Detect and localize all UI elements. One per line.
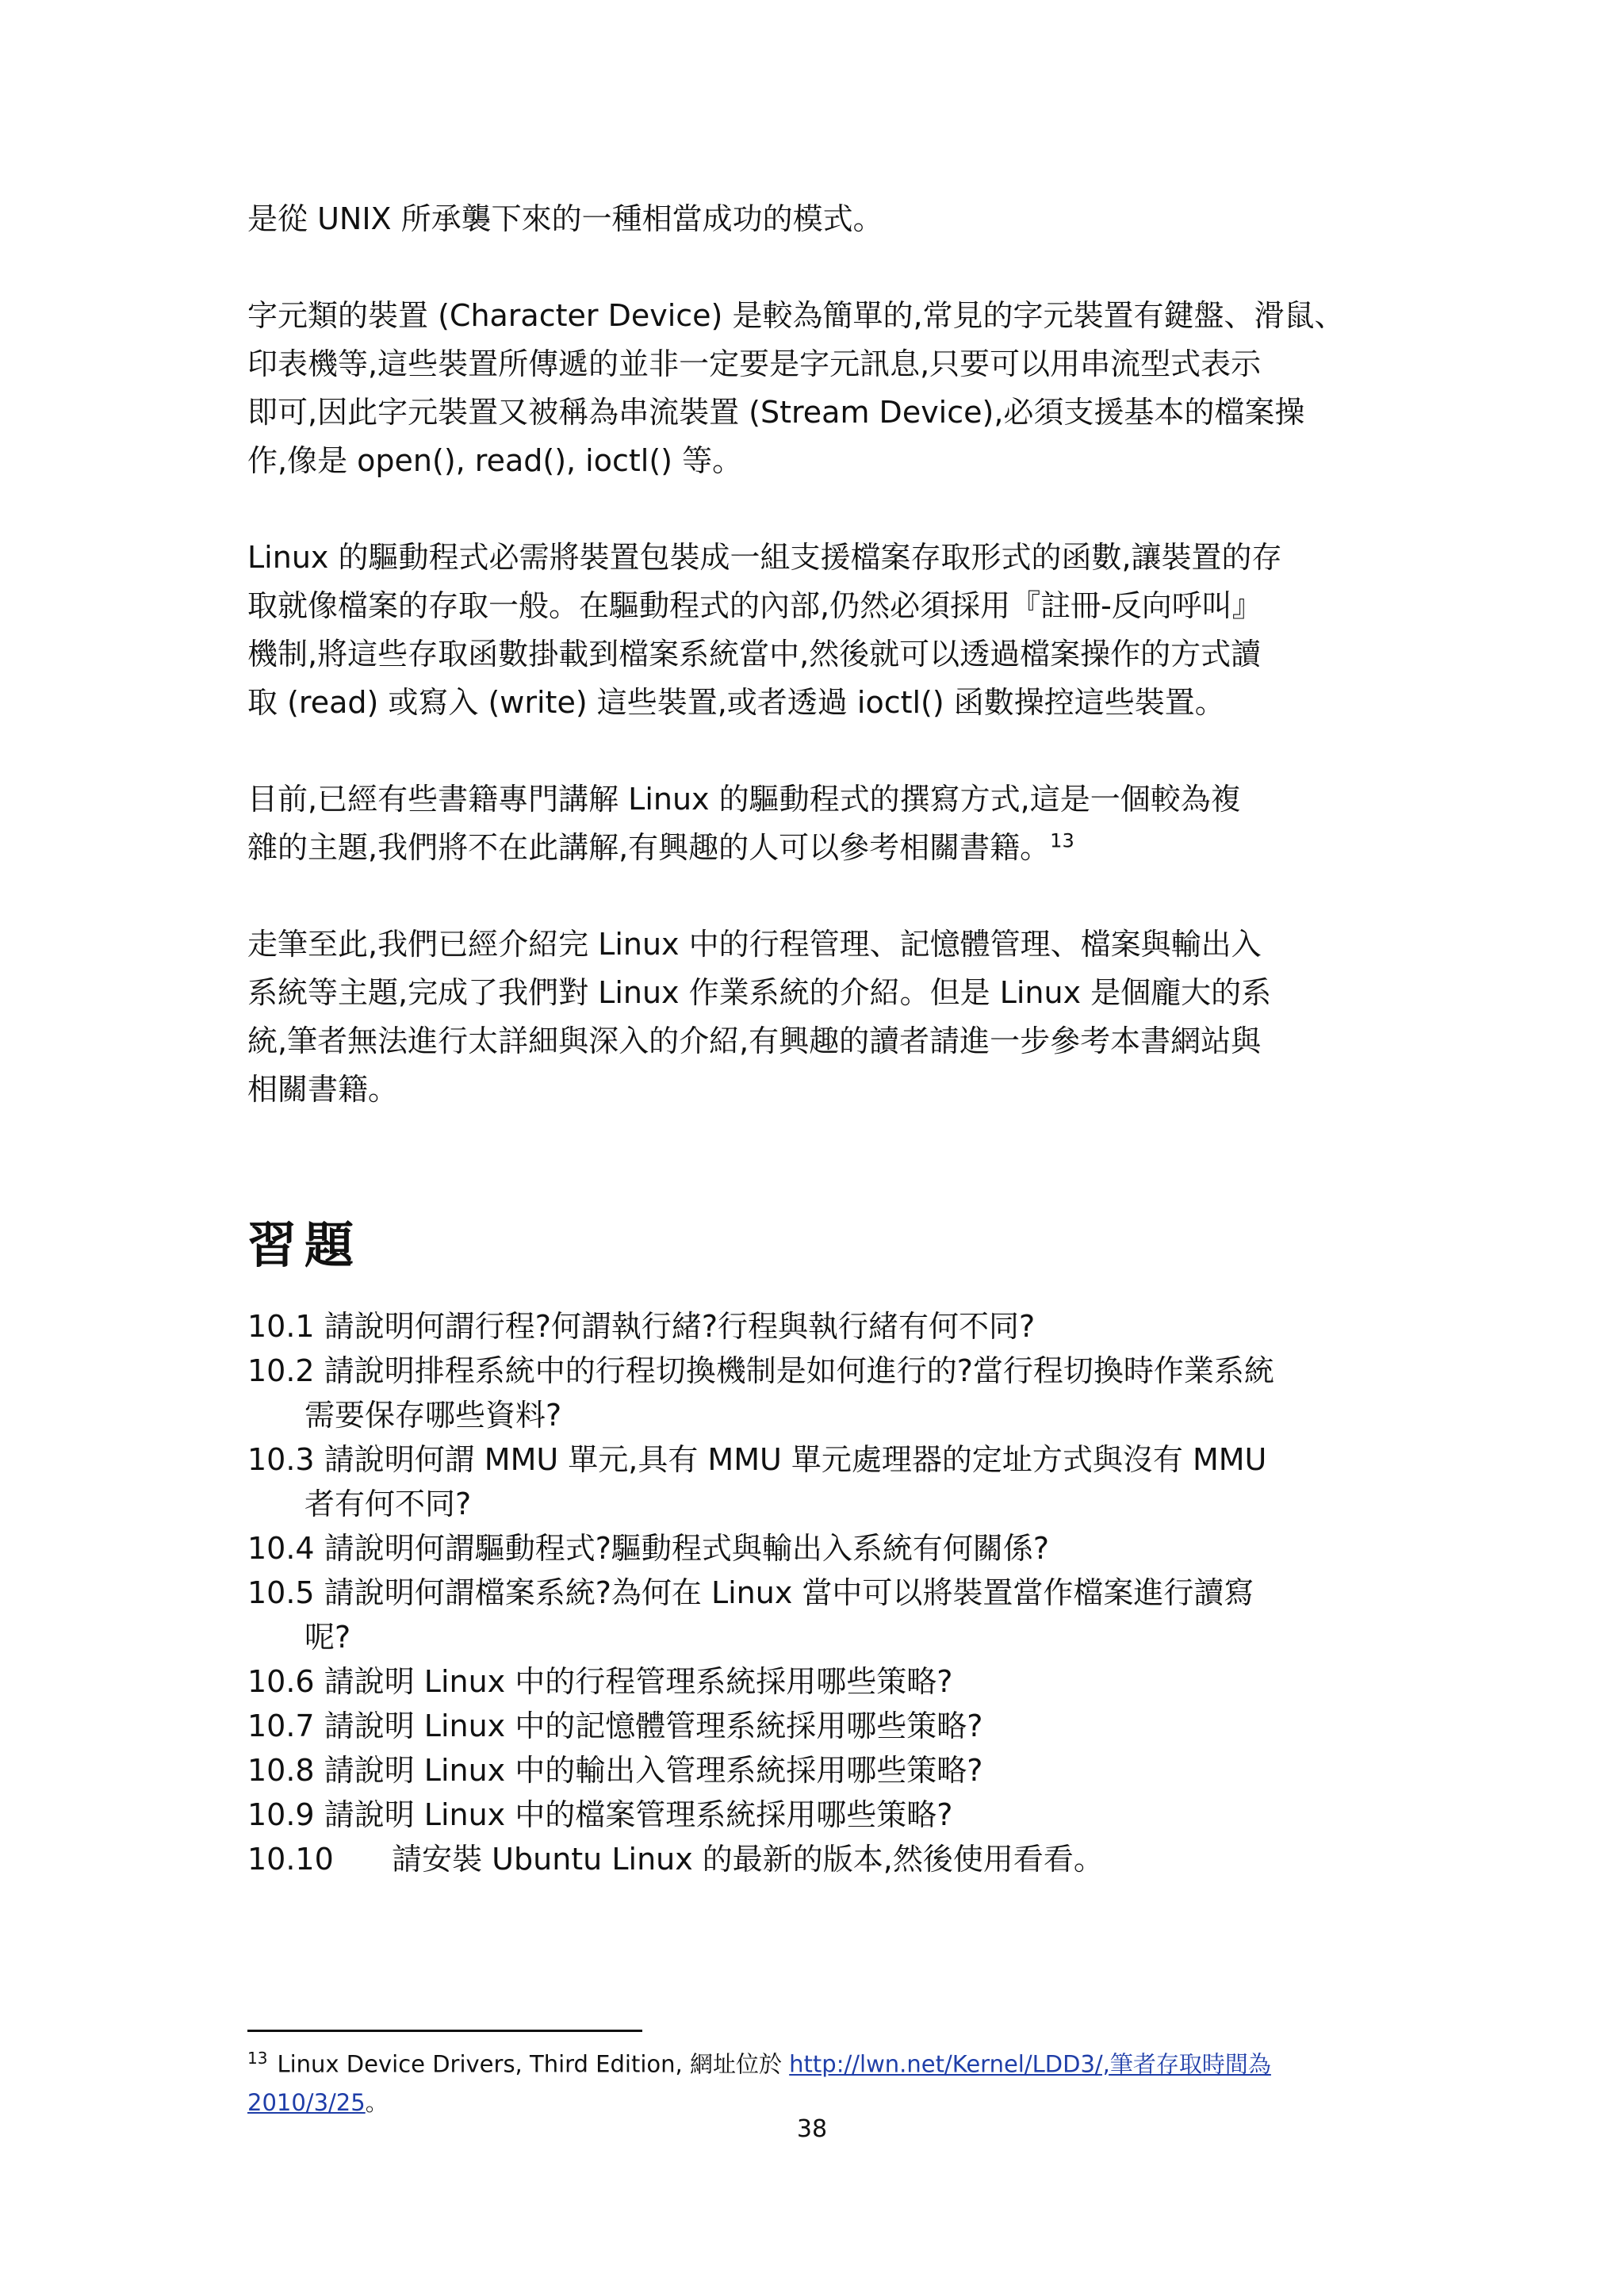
exercise-number: 10.10 <box>247 1842 334 1877</box>
text-line: 取 (read) 或寫入 (write) 這些裝置,或者透過 ioctl() 函數操控這些裝置。 <box>247 685 1225 720</box>
paragraph-books <box>247 775 1389 872</box>
text-line: 作,像是 open(), read(), ioctl() 等。 <box>247 443 743 478</box>
exercise-text: 請說明何謂驅動程式?驅動程式與輸出入系統有何關係? <box>324 1531 1050 1566</box>
footnote-mark: 13 <box>247 2049 268 2068</box>
footnote-text: Linux Device Drivers, Third Edition, 網址位於 <box>277 2050 790 2078</box>
footnote-tail: 。 <box>365 2088 389 2116</box>
exercise-text: 請說明何謂檔案系統?為何在 Linux 當中可以將裝置當作檔案進行讀寫 <box>324 1575 1254 1610</box>
exercise-text: 請說明排程系統中的行程切換機制是如何進行的?當行程切換時作業系統 <box>324 1353 1274 1388</box>
paragraph-character-device <box>247 292 1389 485</box>
text-line: Linux 的驅動程式必需將裝置包裝成一組支援檔案存取形式的函數,讓裝置的存 <box>247 540 1282 575</box>
exercise-text: 請說明 Linux 中的記憶體管理系統採用哪些策略? <box>324 1709 983 1743</box>
exercise-number: 10.7 <box>247 1709 315 1743</box>
footnote-divider <box>247 2030 642 2032</box>
exercise-item <box>247 1571 1389 1659</box>
text-line: 相關書籍。 <box>247 1072 399 1107</box>
exercises-heading: 習題 <box>247 1216 362 1274</box>
page-number: 38 <box>796 2115 828 2143</box>
text-line: 字元類的裝置 (Character Device) 是較為簡單的,常見的字元裝置有鍵盤、滑鼠、 <box>247 298 1345 333</box>
footnote-link-date[interactable]: 2010/3/25 <box>247 2088 366 2116</box>
exercise-text: 請說明 Linux 中的行程管理系統採用哪些策略? <box>324 1664 953 1699</box>
paragraph-linux-driver <box>247 534 1389 727</box>
text-line: 即可,因此字元裝置又被稱為串流裝置 (Stream Device),必須支援基本的檔案操 <box>247 395 1305 430</box>
exercise-number: 10.6 <box>247 1664 315 1699</box>
exercise-item <box>247 1304 1389 1349</box>
exercise-item <box>247 1748 1389 1793</box>
text-line: 機制,將這些存取函數掛載到檔案系統當中,然後就可以透過檔案操作的方式讀 <box>247 637 1262 672</box>
exercise-number: 10.1 <box>247 1309 315 1344</box>
footnote-link[interactable]: http://lwn.net/Kernel/LDD3/,筆者存取時間為 <box>789 2050 1271 2078</box>
text-line: 是從 UNIX 所承襲下來的一種相當成功的模式。 <box>247 201 883 236</box>
paragraph-summary <box>247 920 1389 1114</box>
exercise-text: 請說明 Linux 中的輸出入管理系統採用哪些策略? <box>324 1753 983 1788</box>
exercise-item <box>247 1837 1389 1881</box>
text-line: 系統等主題,完成了我們對 Linux 作業系統的介紹。但是 Linux 是個龐大的系 <box>247 975 1272 1010</box>
exercise-text: 請說明 Linux 中的檔案管理系統採用哪些策略? <box>324 1797 953 1832</box>
exercise-item <box>247 1704 1389 1748</box>
exercise-number: 10.3 <box>247 1442 315 1477</box>
footnote-reference[interactable]: 13 <box>1050 829 1074 852</box>
exercise-item <box>247 1526 1389 1571</box>
exercise-text: 請說明何謂 MMU 單元,具有 MMU 單元處理器的定址方式與沒有 MMU <box>324 1442 1267 1477</box>
exercise-list <box>247 1304 1389 1881</box>
exercise-number: 10.8 <box>247 1753 315 1788</box>
main-content <box>247 195 1389 1881</box>
exercise-text-continued: 者有何不同? <box>304 1487 472 1521</box>
text-line: 目前,已經有些書籍專門講解 Linux 的驅動程式的撰寫方式,這是一個較為複 <box>247 782 1241 817</box>
text-line: 統,筆者無法進行太詳細與深入的介紹,有興趣的讀者請進一步參考本書網站與 <box>247 1024 1262 1058</box>
exercise-text-continued: 呢? <box>304 1620 351 1655</box>
text-line <box>247 824 1389 872</box>
exercise-item <box>247 1659 1389 1704</box>
footnote <box>247 2039 1389 2122</box>
exercise-text-continued: 需要保存哪些資料? <box>304 1398 562 1433</box>
text-line: 印表機等,這些裝置所傳遞的並非一定要是字元訊息,只要可以用串流型式表示 <box>247 346 1262 381</box>
text-line-content: 雜的主題,我們將不在此講解,有興趣的人可以參考相關書籍。 <box>247 830 1051 865</box>
exercise-number: 10.2 <box>247 1353 315 1388</box>
exercise-text: 請說明何謂行程?何謂執行緒?行程與執行緒有何不同? <box>324 1309 1036 1344</box>
exercise-number: 10.9 <box>247 1797 315 1832</box>
paragraph-unix <box>247 195 1389 243</box>
exercise-text: 請安裝 Ubuntu Linux 的最新的版本,然後使用看看。 <box>392 1842 1104 1877</box>
exercise-item <box>247 1793 1389 1837</box>
exercise-number: 10.5 <box>247 1575 315 1610</box>
exercise-number: 10.4 <box>247 1531 315 1566</box>
exercise-item <box>247 1349 1389 1437</box>
text-line: 走筆至此,我們已經介紹完 Linux 中的行程管理、記憶體管理、檔案與輸出入 <box>247 927 1262 962</box>
text-line: 取就像檔案的存取一般。在驅動程式的內部,仍然必須採用『註冊-反向呼叫』 <box>247 588 1262 623</box>
exercise-item <box>247 1437 1389 1526</box>
